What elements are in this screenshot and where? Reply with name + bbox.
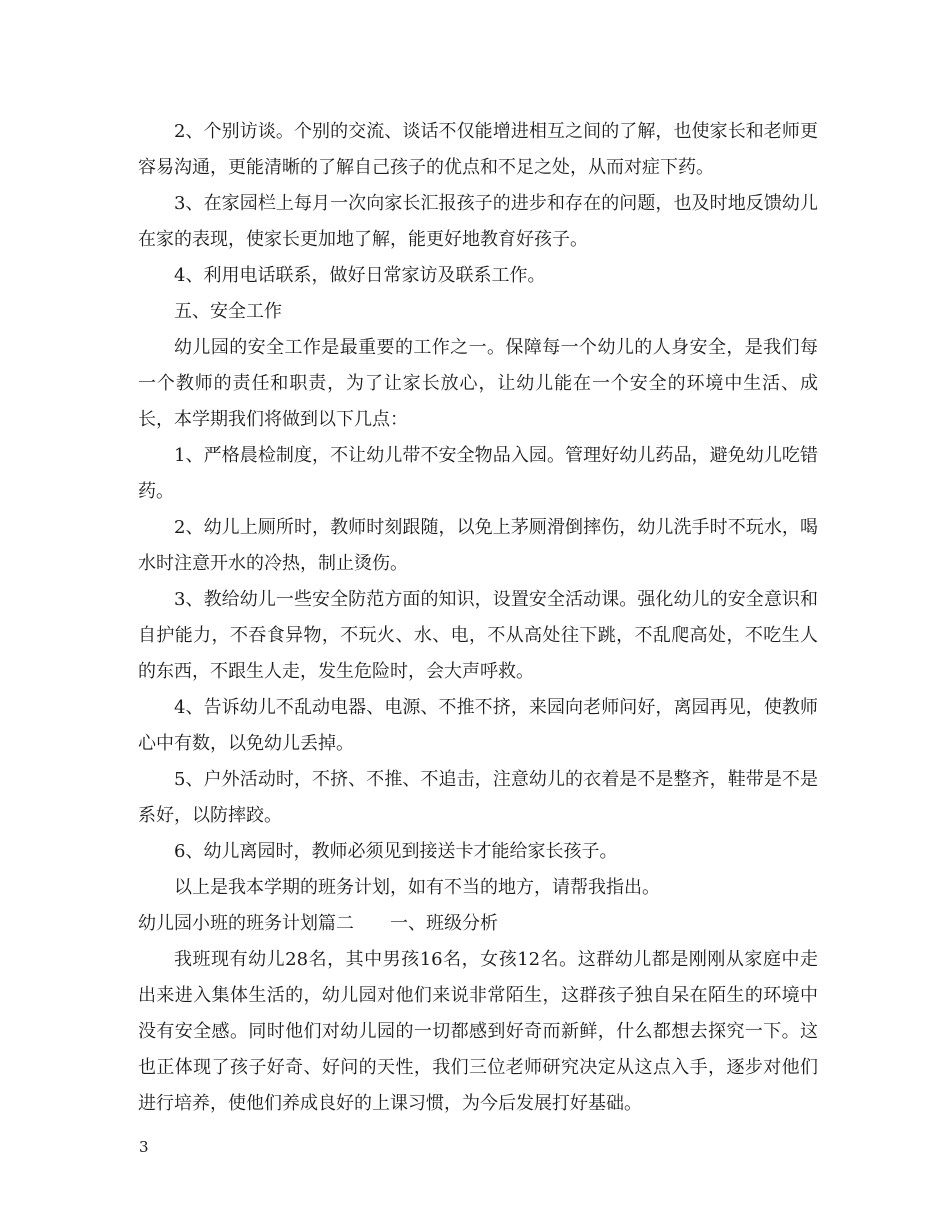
paragraph: 4、告诉幼儿不乱动电器、电源、不推不挤，来园向老师问好，离园再见，使教师心中有数，以免幼儿丢掉。 [138,697,818,754]
page-number: 3 [139,1138,149,1156]
paragraph: 2、个别访谈。个别的交流、谈话不仅能增进相互之间的了解，也使家长和老师更容易沟通，更能清晰的了解自己孩子的优点和不足之处，从而对症下药。 [138,121,818,178]
paragraph: 以上是我本学期的班务计划，如有不当的地方，请帮我指出。 [174,877,660,898]
paragraph: 3、在家园栏上每月一次向家长汇报孩子的进步和存在的问题，也及时地反馈幼儿在家的表现，使家长更加地了解，能更好地教育好孩子。 [138,193,818,250]
paragraph: 我班现有幼儿28名，其中男孩16名，女孩12名。这群幼儿都是刚刚从家庭中走出来进入集体生活的，幼儿园对他们来说非常陌生，这群孩子独自呆在陌生的环境中没有安全感。同时他们对幼儿园的一切都感到好奇而新鲜，什么都想去探究一下。这也正体现了孩子好奇、好问的天性，我们三位老师研究决定从这点入手，逐步对他们进行培养，使他们养成良好的上课习惯，为今后发展打好基础。 [138,949,818,1114]
paragraph: 6、幼儿离园时，教师必须见到接送卡才能给家长孩子。 [174,841,618,862]
paragraph: 3、教给幼儿一些安全防范方面的知识，设置安全活动课。强化幼儿的安全意识和自护能力，不吞食异物，不玩火、水、电，不从高处往下跳，不乱爬高处，不吃生人的东西，不跟生人走，发生危险时，会大声呼救。 [138,589,818,682]
paragraph: 幼儿园的安全工作是最重要的工作之一。保障每一个幼儿的人身安全，是我们每一个教师的责任和职责，为了让家长放心，让幼儿能在一个安全的环境中生活、成长，本学期我们将做到以下几点： [138,337,818,430]
document-body [138,114,818,1122]
paragraph: 4、利用电话联系，做好日常家访及联系工作。 [174,265,546,286]
section-title: 五、安全工作 [174,301,282,322]
paragraph: 1、严格晨检制度，不让幼儿带不安全物品入园。管理好幼儿药品，避免幼儿吃错药。 [138,445,818,502]
section-heading: 幼儿园小班的班务计划篇二 一、班级分析 [138,913,498,934]
paragraph: 2、幼儿上厕所时，教师时刻跟随，以免上茅厕滑倒摔伤，幼儿洗手时不玩水，喝水时注意开水的冷热，制止烫伤。 [138,517,818,574]
paragraph: 5、户外活动时，不挤、不推、不追击，注意幼儿的衣着是不是整齐，鞋带是不是系好，以防摔跤。 [138,769,818,826]
